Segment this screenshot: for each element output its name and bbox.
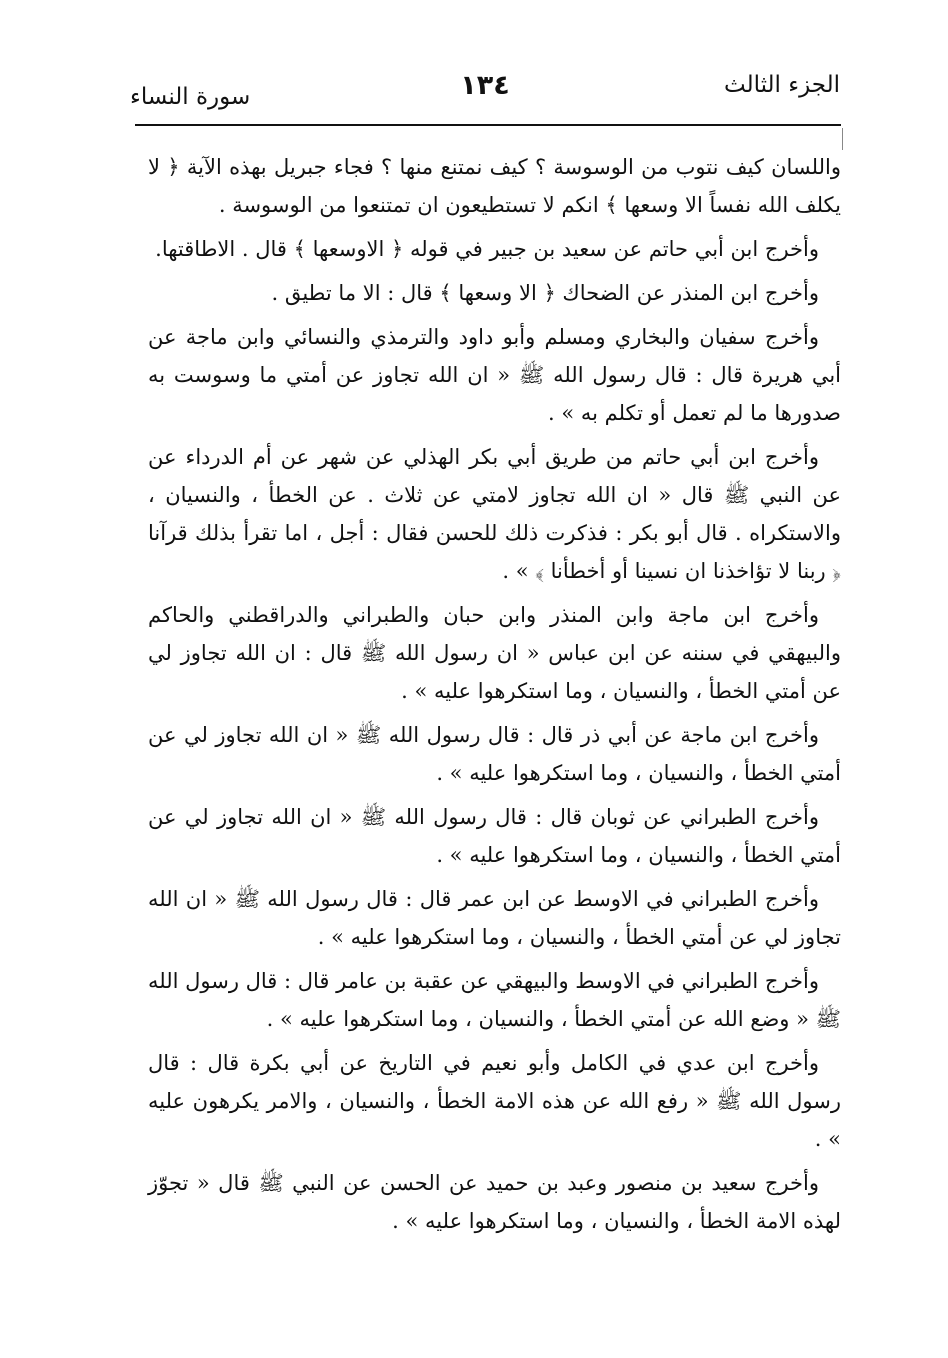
paragraph: وأخرج الطبراني في الاوسط والبيهقي عن عقبة بن عامر قال : قال رسول الله ﷺ « وضع الله عن أمتي الخطأ ، والنسيان ، وما استكرهوا عليه » . xyxy=(148,969,841,1031)
paragraph: وأخرج الطبراني عن ثوبان قال : قال رسول الله ﷺ « ان الله تجاوز لي عن أمتي الخطأ ، والنسيان ، وما استكرهوا عليه » . xyxy=(148,805,841,867)
margin-mark xyxy=(842,128,843,150)
page-header xyxy=(130,70,840,114)
paragraph: واللسان كيف نتوب من الوسوسة ؟ كيف نمتنع منها ؟ فجاء جبريل بهذه الآية ﴿ لا يكلف الله نفساً الا وسعها ﴾ انكم لا تستطيعون ان تمتنعوا من الوسوسة . xyxy=(148,155,841,217)
paragraph: وأخرج ابن أبي حاتم من طريق أبي بكر الهذلي عن شهر عن أم الدرداء عن عن النبي ﷺ قال « ان الله تجاوز لامتي عن ثلاث . عن الخطأ ، والنسيان ، والاستكراه . قال أبو بكر : فذكرت ذلك للحسن فقال : أجل ، اما تقرأ بذلك قرآنا ﴿ ربنا لا تؤاخذنا ان نسينا أو أخطأنا ﴾ » . xyxy=(148,445,841,583)
paragraph: وأخرج ابن المنذر عن الضحاك ﴿ الا وسعها ﴾ قال : الا ما تطيق . xyxy=(271,281,819,305)
paragraph: وأخرج الطبراني في الاوسط عن ابن عمر قال : قال رسول الله ﷺ « ان الله تجاوز لي عن أمتي الخطأ ، والنسيان ، وما استكرهوا عليه » . xyxy=(148,887,841,949)
paragraph: وأخرج ابن أبي حاتم عن سعيد بن جبير في قوله ﴿ الاوسعها ﴾ قال . الاطاقتها. xyxy=(155,237,819,261)
main-text xyxy=(148,148,841,1246)
page-number: ١٣٤ xyxy=(460,70,510,101)
paragraph: وأخرج سعيد بن منصور وعبد بن حميد عن الحسن عن النبي ﷺ قال « تجوّز لهذه الامة الخطأ ، والنسيان ، وما استكرهوا عليه » . xyxy=(148,1171,841,1233)
paragraph: وأخرج ابن ماجة وابن المنذر وابن حبان والطبراني والدراقطني والحاكم والبيهقي في سننه عن ابن عباس « ان رسول الله ﷺ قال : ان الله تجاوز لي عن أمتي الخطأ ، والنسيان ، وما استكرهوا عليه » . xyxy=(148,603,841,703)
header-divider xyxy=(135,124,841,126)
paragraph: وأخرج ابن ماجة عن أبي ذر قال : قال رسول الله ﷺ « ان الله تجاوز لي عن أمتي الخطأ ، والنسيان ، وما استكرهوا عليه » . xyxy=(148,723,841,785)
volume-title: الجزء الثالث xyxy=(724,72,840,98)
paragraph: وأخرج ابن عدي في الكامل وأبو نعيم في التاريخ عن أبي بكرة قال : قال رسول الله ﷺ « رفع الله عن هذه الامة الخطأ ، والنسيان ، والامر يكرهون عليه » . xyxy=(148,1051,841,1151)
paragraph: وأخرج سفيان والبخاري ومسلم وأبو داود والترمذي والنسائي وابن ماجة عن أبي هريرة قال : قال رسول الله ﷺ « ان الله تجاوز عن أمتي ما وسوست به صدورها ما لم تعمل أو تكلم به » . xyxy=(148,325,841,425)
surah-title: سورة النساء xyxy=(130,84,251,110)
